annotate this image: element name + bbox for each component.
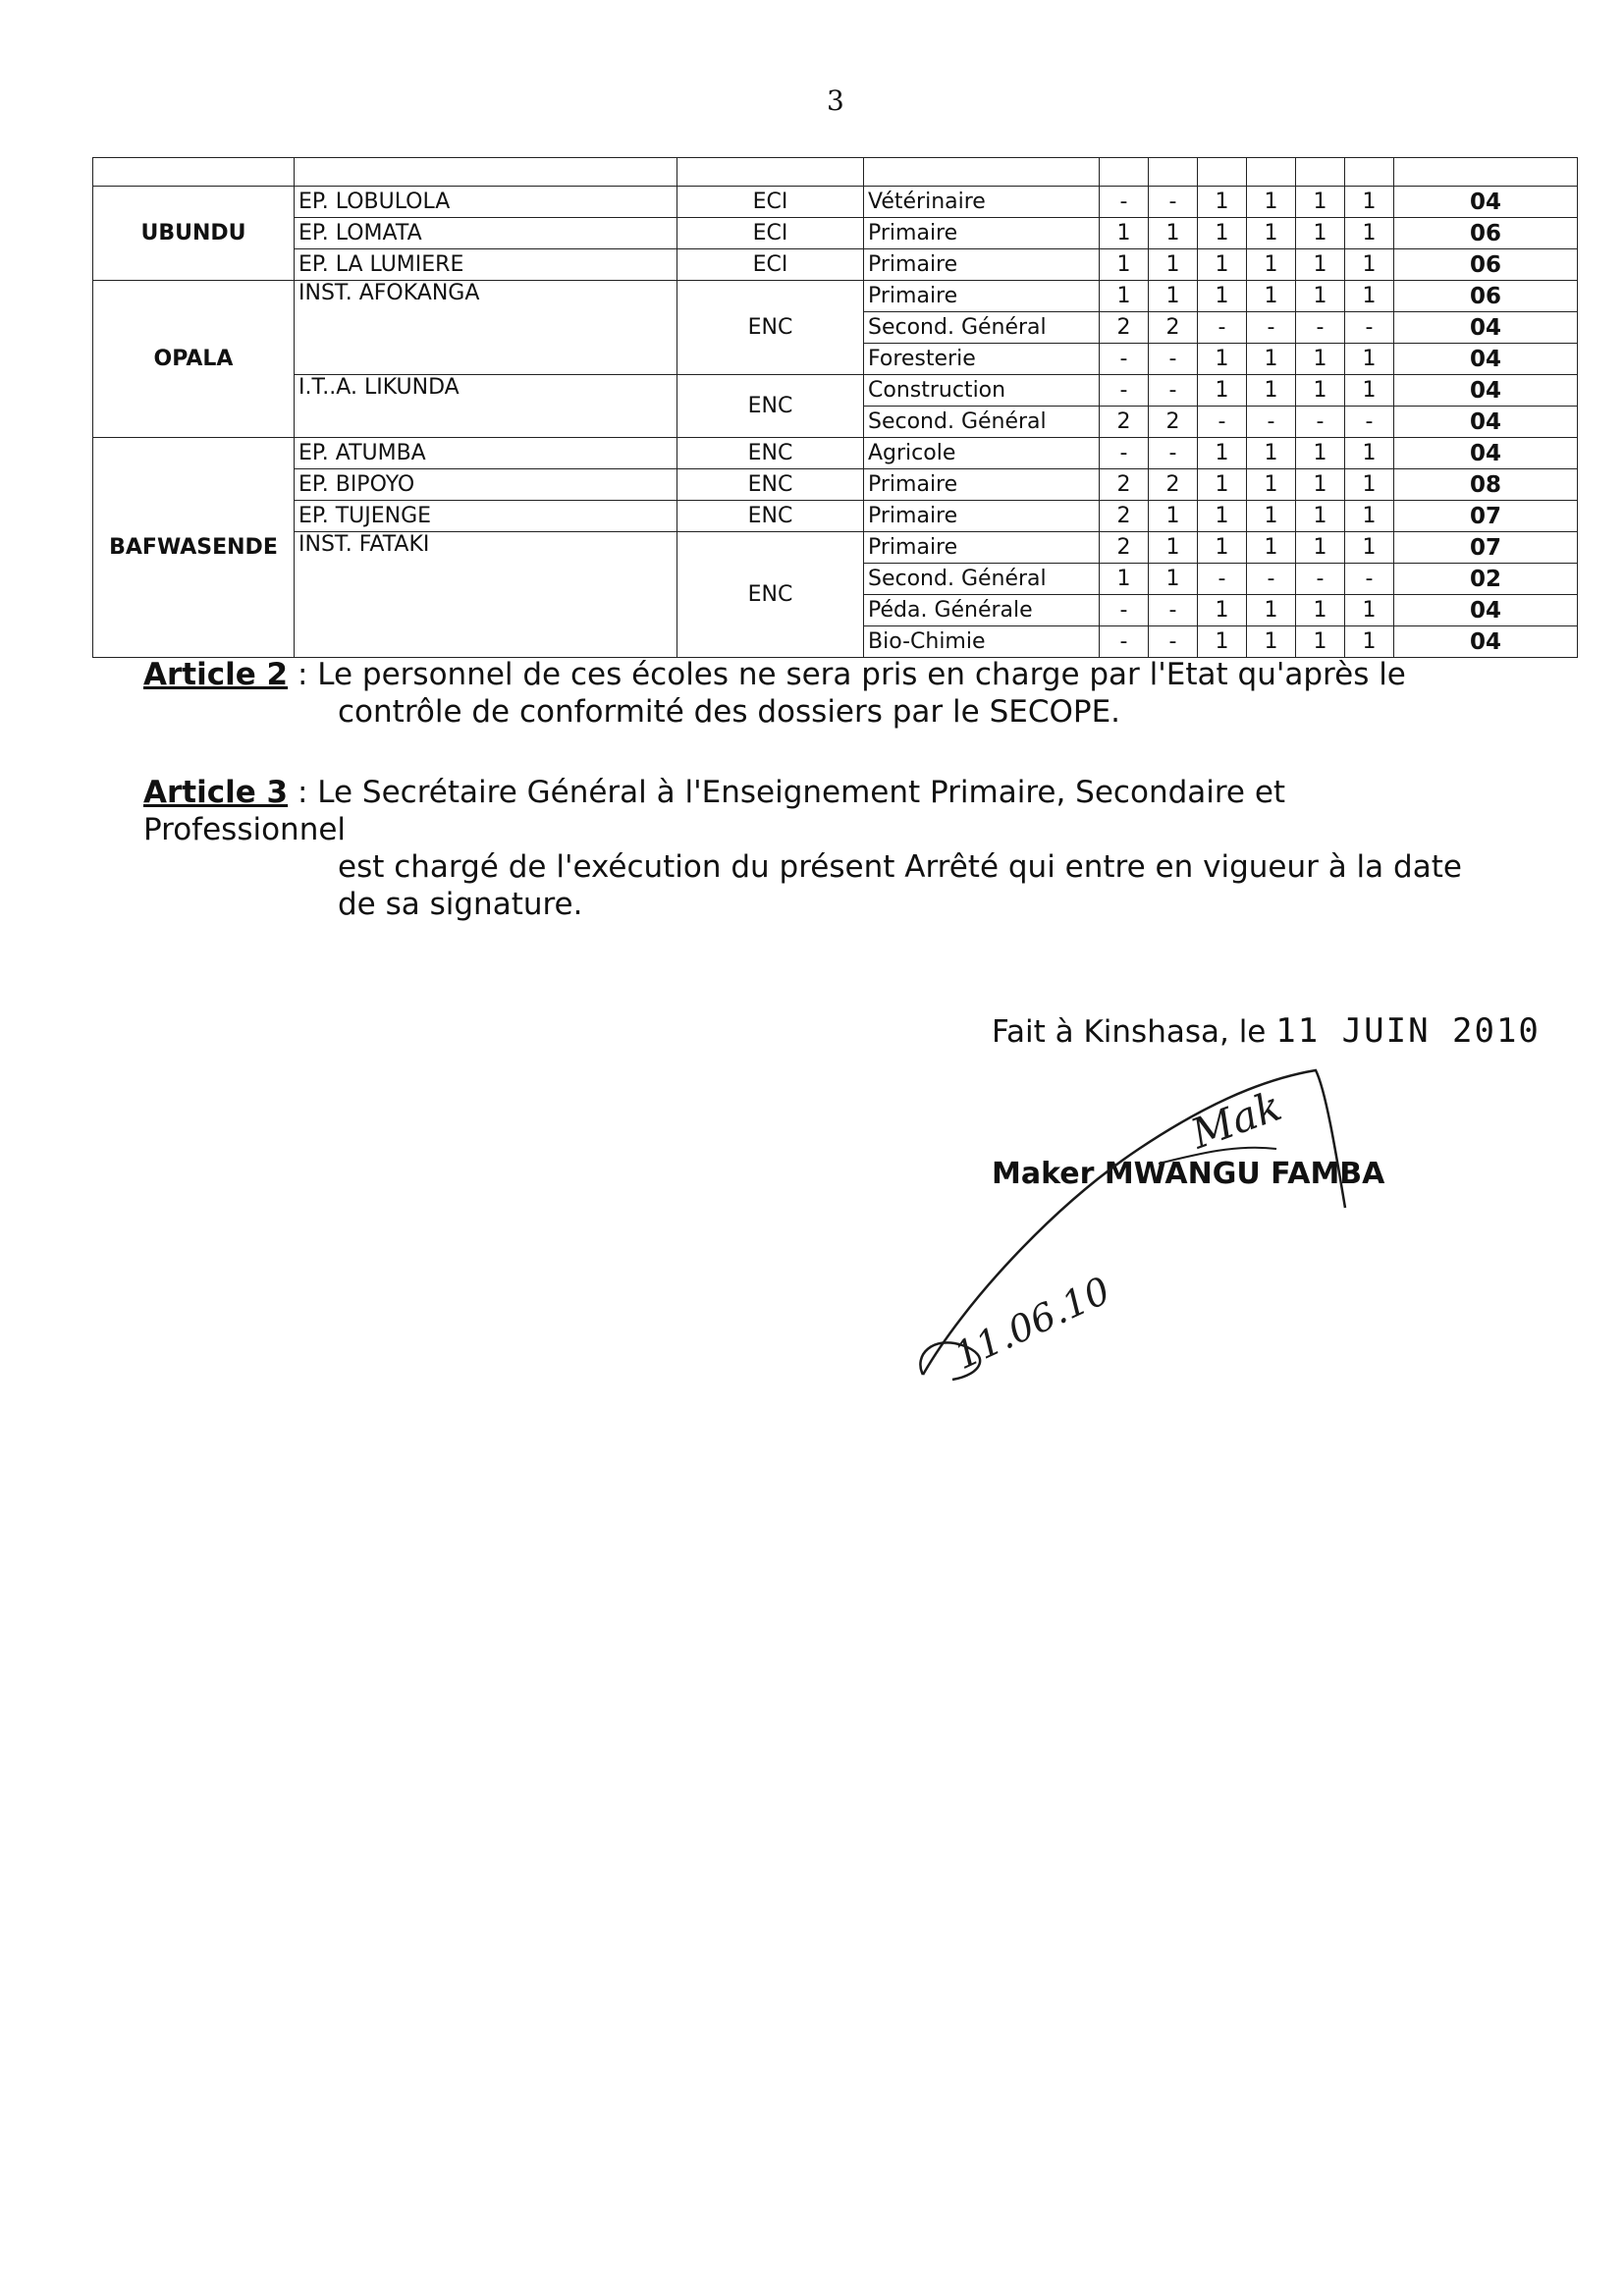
- class-count-cell: 1: [1198, 438, 1247, 469]
- total-cell: 04: [1394, 344, 1578, 375]
- page-number: 3: [827, 84, 844, 117]
- class-count-cell: 1: [1345, 532, 1394, 564]
- table-row: [93, 218, 1578, 249]
- class-count-cell: -: [1198, 564, 1247, 595]
- class-count-cell: 1: [1149, 249, 1198, 281]
- total-cell: 06: [1394, 281, 1578, 312]
- school-name-cell: EP. TUJENGE: [295, 501, 677, 532]
- class-count-cell: 1: [1198, 218, 1247, 249]
- option-cell: Primaire: [864, 249, 1100, 281]
- class-count-cell: 2: [1100, 407, 1149, 438]
- option-cell: Vétérinaire: [864, 187, 1100, 218]
- school-name-cell: EP. BIPOYO: [295, 469, 677, 501]
- option-cell: Second. Général: [864, 564, 1100, 595]
- option-cell: Agricole: [864, 438, 1100, 469]
- class-count-cell: 1: [1345, 218, 1394, 249]
- location-cell: BAFWASENDE: [93, 438, 295, 658]
- class-count-cell: 2: [1100, 312, 1149, 344]
- option-cell: Primaire: [864, 501, 1100, 532]
- class-count-cell: 1: [1296, 344, 1345, 375]
- class-count-cell: -: [1149, 626, 1198, 658]
- class-count-cell: 1: [1345, 187, 1394, 218]
- table-row: [93, 438, 1578, 469]
- school-type-cell: ENC: [677, 532, 864, 658]
- article-3: Article 3 : Le Secrétaire Général à l'Enseignement Primaire, Secondaire et Professionnel est chargé de l'exécution du présent Arrêté qui entre en vigueur à la date de sa signature.: [143, 774, 1489, 923]
- class-count-cell: 1: [1345, 438, 1394, 469]
- class-count-cell: 1: [1198, 595, 1247, 626]
- class-count-cell: 1: [1345, 281, 1394, 312]
- class-count-cell: 1: [1296, 469, 1345, 501]
- table-header-row: [93, 158, 1578, 187]
- class-count-cell: 1: [1198, 469, 1247, 501]
- option-cell: Foresterie: [864, 344, 1100, 375]
- class-count-cell: 1: [1296, 532, 1345, 564]
- class-count-cell: 1: [1345, 469, 1394, 501]
- school-name-cell: EP. ATUMBA: [295, 438, 677, 469]
- class-count-cell: 1: [1100, 249, 1149, 281]
- option-cell: Primaire: [864, 218, 1100, 249]
- class-count-cell: 1: [1198, 626, 1247, 658]
- handwritten-date: 11.06.10: [947, 1268, 1117, 1379]
- table-row: [93, 501, 1578, 532]
- class-count-cell: 1: [1345, 344, 1394, 375]
- total-cell: 04: [1394, 187, 1578, 218]
- school-type-cell: ECI: [677, 218, 864, 249]
- class-count-cell: -: [1149, 438, 1198, 469]
- class-count-cell: 1: [1296, 501, 1345, 532]
- class-count-cell: -: [1100, 187, 1149, 218]
- class-count-cell: 1: [1198, 375, 1247, 407]
- school-name-cell: EP. LA LUMIERE: [295, 249, 677, 281]
- signature-scrawl: Mak: [1184, 1081, 1288, 1159]
- class-count-cell: 1: [1345, 626, 1394, 658]
- class-count-cell: 1: [1296, 626, 1345, 658]
- class-count-cell: 1: [1247, 249, 1296, 281]
- class-count-cell: -: [1198, 407, 1247, 438]
- class-count-cell: -: [1345, 312, 1394, 344]
- article-text: Le Secrétaire Général à l'Enseignement Primaire, Secondaire et Professionnel: [143, 775, 1286, 847]
- article-text-continued: contrôle de conformité des dossiers par le SECOPE.: [338, 694, 1121, 730]
- class-count-cell: -: [1100, 375, 1149, 407]
- class-count-cell: 1: [1247, 375, 1296, 407]
- class-count-cell: 2: [1149, 407, 1198, 438]
- class-count-cell: 1: [1296, 218, 1345, 249]
- class-count-cell: -: [1198, 312, 1247, 344]
- option-cell: Primaire: [864, 469, 1100, 501]
- class-count-cell: -: [1149, 187, 1198, 218]
- total-cell: 06: [1394, 249, 1578, 281]
- class-count-cell: 1: [1198, 281, 1247, 312]
- class-count-cell: 2: [1100, 501, 1149, 532]
- table-row: [93, 187, 1578, 218]
- class-count-cell: 1: [1198, 187, 1247, 218]
- class-count-cell: 1: [1149, 281, 1198, 312]
- class-count-cell: 1: [1100, 281, 1149, 312]
- article-label: Article 2: [143, 657, 289, 692]
- total-cell: 04: [1394, 375, 1578, 407]
- total-cell: 04: [1394, 407, 1578, 438]
- option-cell: Primaire: [864, 281, 1100, 312]
- class-count-cell: 1: [1345, 249, 1394, 281]
- class-count-cell: 2: [1149, 469, 1198, 501]
- article-text-continued: est chargé de l'exécution du présent Arrêté qui entre en vigueur à la date de sa signature.: [338, 849, 1462, 922]
- school-type-cell: ENC: [677, 501, 864, 532]
- class-count-cell: -: [1345, 407, 1394, 438]
- total-cell: 04: [1394, 312, 1578, 344]
- class-count-cell: -: [1296, 312, 1345, 344]
- class-count-cell: 1: [1345, 375, 1394, 407]
- class-count-cell: 1: [1247, 187, 1296, 218]
- class-count-cell: -: [1149, 595, 1198, 626]
- place-date: [992, 1011, 1541, 1051]
- class-count-cell: -: [1149, 375, 1198, 407]
- class-count-cell: -: [1100, 626, 1149, 658]
- class-count-cell: 1: [1247, 218, 1296, 249]
- class-count-cell: -: [1296, 407, 1345, 438]
- article-text: Le personnel de ces écoles ne sera pris en charge par l'Etat qu'après le: [317, 657, 1406, 692]
- signatory-name: Maker MWANGU FAMBA: [992, 1157, 1385, 1191]
- class-count-cell: 1: [1345, 501, 1394, 532]
- class-count-cell: -: [1100, 595, 1149, 626]
- option-cell: Second. Général: [864, 312, 1100, 344]
- total-cell: 08: [1394, 469, 1578, 501]
- table-row: [93, 375, 1578, 407]
- location-cell: UBUNDU: [93, 187, 295, 281]
- option-cell: Construction: [864, 375, 1100, 407]
- location-cell: OPALA: [93, 281, 295, 438]
- class-count-cell: 1: [1198, 532, 1247, 564]
- class-count-cell: 1: [1247, 438, 1296, 469]
- class-count-cell: 1: [1247, 344, 1296, 375]
- class-count-cell: -: [1100, 344, 1149, 375]
- article-label: Article 3: [143, 775, 289, 810]
- school-type-cell: ENC: [677, 281, 864, 375]
- total-cell: 06: [1394, 218, 1578, 249]
- school-name-cell: EP. LOBULOLA: [295, 187, 677, 218]
- school-type-cell: ECI: [677, 249, 864, 281]
- class-count-cell: -: [1100, 438, 1149, 469]
- class-count-cell: 1: [1247, 501, 1296, 532]
- class-count-cell: -: [1345, 564, 1394, 595]
- class-count-cell: 1: [1198, 344, 1247, 375]
- option-cell: Bio-Chimie: [864, 626, 1100, 658]
- class-count-cell: 1: [1149, 564, 1198, 595]
- class-count-cell: -: [1247, 312, 1296, 344]
- school-name-cell: EP. LOMATA: [295, 218, 677, 249]
- option-cell: Primaire: [864, 532, 1100, 564]
- class-count-cell: -: [1149, 344, 1198, 375]
- class-count-cell: 1: [1247, 595, 1296, 626]
- class-count-cell: 2: [1149, 312, 1198, 344]
- class-count-cell: -: [1296, 564, 1345, 595]
- school-type-cell: ENC: [677, 375, 864, 438]
- class-count-cell: 1: [1296, 375, 1345, 407]
- article-2: Article 2 : Le personnel de ces écoles ne sera pris en charge par l'Etat qu'après le contrôle de conformité des dossiers par le SECOPE.: [143, 656, 1489, 731]
- class-count-cell: -: [1247, 564, 1296, 595]
- class-count-cell: 1: [1345, 595, 1394, 626]
- class-count-cell: 1: [1247, 281, 1296, 312]
- class-count-cell: 1: [1100, 564, 1149, 595]
- table-row: [93, 469, 1578, 501]
- class-count-cell: 1: [1296, 595, 1345, 626]
- class-count-cell: 1: [1198, 249, 1247, 281]
- class-count-cell: 1: [1100, 218, 1149, 249]
- school-name-cell: INST. AFOKANGA: [295, 281, 677, 375]
- school-type-cell: ENC: [677, 469, 864, 501]
- class-count-cell: 2: [1100, 532, 1149, 564]
- schools-table: [92, 157, 1578, 658]
- place-label: Fait à Kinshasa, le: [992, 1014, 1267, 1050]
- class-count-cell: 1: [1296, 249, 1345, 281]
- school-name-cell: I.T..A. LIKUNDA: [295, 375, 677, 438]
- date-stamp: 11 JUIN 2010: [1275, 1011, 1541, 1051]
- class-count-cell: 1: [1247, 469, 1296, 501]
- class-count-cell: -: [1247, 407, 1296, 438]
- table-row: [93, 249, 1578, 281]
- class-count-cell: 1: [1296, 187, 1345, 218]
- class-count-cell: 2: [1100, 469, 1149, 501]
- total-cell: 07: [1394, 501, 1578, 532]
- table-row: [93, 281, 1578, 312]
- class-count-cell: 1: [1149, 532, 1198, 564]
- total-cell: 04: [1394, 595, 1578, 626]
- total-cell: 04: [1394, 626, 1578, 658]
- school-type-cell: ENC: [677, 438, 864, 469]
- option-cell: Péda. Générale: [864, 595, 1100, 626]
- class-count-cell: 1: [1149, 218, 1198, 249]
- table-row: [93, 532, 1578, 564]
- school-type-cell: ECI: [677, 187, 864, 218]
- handwritten-signature: [903, 1060, 1453, 1394]
- class-count-cell: 1: [1149, 501, 1198, 532]
- total-cell: 02: [1394, 564, 1578, 595]
- class-count-cell: 1: [1198, 501, 1247, 532]
- class-count-cell: 1: [1296, 281, 1345, 312]
- total-cell: 04: [1394, 438, 1578, 469]
- total-cell: 07: [1394, 532, 1578, 564]
- school-name-cell: INST. FATAKI: [295, 532, 677, 658]
- option-cell: Second. Général: [864, 407, 1100, 438]
- table-body: [93, 158, 1578, 658]
- class-count-cell: 1: [1247, 626, 1296, 658]
- class-count-cell: 1: [1296, 438, 1345, 469]
- class-count-cell: 1: [1247, 532, 1296, 564]
